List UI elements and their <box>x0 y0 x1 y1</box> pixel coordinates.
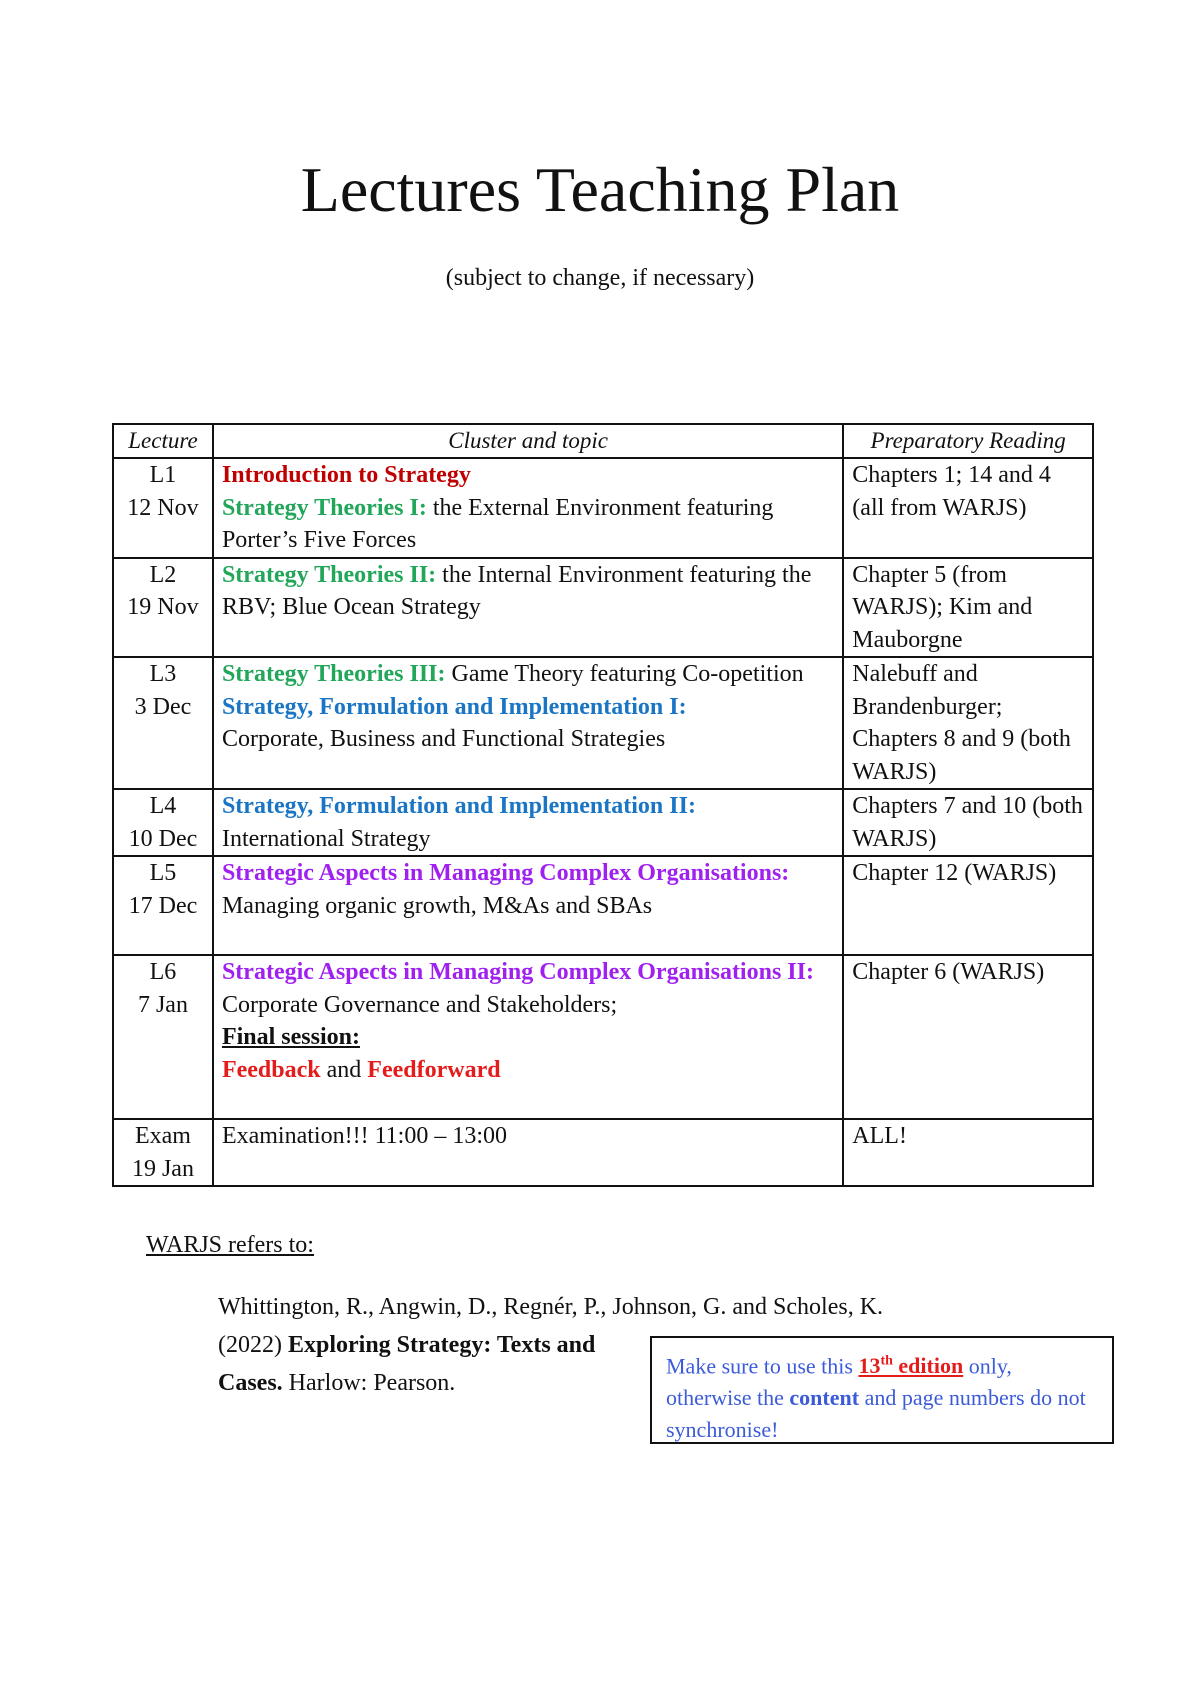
lecture-cell <box>113 856 213 955</box>
theory-text: Game Theory featuring Co-opetition <box>445 661 804 687</box>
topic-cell: Examination!!! 11:00 – 13:00 <box>213 1119 843 1186</box>
lecture-id: L4 <box>149 793 177 819</box>
table-row <box>113 458 1093 558</box>
page-title: Lectures Teaching Plan <box>300 154 900 225</box>
header-preparatory-reading: Preparatory Reading <box>843 424 1093 458</box>
topic-cell <box>213 458 843 558</box>
formulation-label: Strategy, Formulation and Implementation II: <box>221 793 696 819</box>
theory-label: Strategy Theories II: <box>221 561 437 588</box>
lecture-cell <box>113 458 213 558</box>
lecture-cell <box>113 955 213 1119</box>
lecture-id: L6 <box>149 959 177 985</box>
reference-heading: WARJS refers to: <box>146 1232 314 1258</box>
reading-cell: Chapter 6 (WARJS) <box>843 955 1093 1119</box>
note-post: and page numbers do not synchronise! <box>666 1385 1086 1443</box>
reading-cell: Chapter 12 (WARJS) <box>843 856 1093 955</box>
reading-cell: Nalebuff and Brandenburger; Chapters 8 and 9 (both WARJS) <box>843 657 1093 789</box>
table-row <box>113 856 1093 955</box>
topic-cell <box>213 558 843 658</box>
topic-theory <box>222 492 834 557</box>
aspects-text: Corporate Governance and Stakeholders; <box>221 991 618 1018</box>
reference-authors: Whittington, R., Angwin, D., Regnér, P., Johnson, G. and Scholes, K. <box>218 1294 884 1320</box>
aspects-text: Managing organic growth, M&As and SBAs <box>221 892 653 919</box>
table-header-row <box>113 424 1093 458</box>
topic-theory <box>222 658 834 691</box>
edition-word: edition <box>892 1353 964 1379</box>
header-lecture: Lecture <box>113 424 213 458</box>
note-content-word: content <box>789 1385 860 1411</box>
reference-publisher: Harlow: Pearson. <box>282 1370 456 1396</box>
note-edition <box>858 1353 963 1378</box>
table-row <box>113 1119 1093 1186</box>
aspects-label: Strategic Aspects in Managing Complex Organisations II: <box>221 959 814 985</box>
aspects-label: Strategic Aspects in Managing Complex Organisations: <box>221 860 790 886</box>
formulation-text: Corporate, Business and Functional Strategies <box>221 726 666 752</box>
topic-cell <box>213 657 843 789</box>
lecture-id: Exam <box>134 1123 191 1149</box>
note-pre: Make sure to use this <box>666 1353 859 1379</box>
reference-title-line <box>218 1326 638 1402</box>
lecture-id: L1 <box>149 462 177 488</box>
lecture-id: L5 <box>149 860 177 886</box>
topic-aspects <box>222 956 834 1021</box>
topic-intro: Introduction to Strategy <box>221 462 471 488</box>
reading-cell: Chapters 7 and 10 (both WARJS) <box>843 789 1093 856</box>
theory-text: the Internal Environment featuring the RBV; Blue Ocean Strategy <box>221 561 812 620</box>
feedforward-word: Feedforward <box>367 1056 501 1083</box>
edition-suffix: th <box>880 1354 893 1369</box>
theory-label: Strategy Theories I: <box>221 494 427 521</box>
feedback-word: Feedback <box>221 1056 321 1083</box>
formulation-text: International Strategy <box>221 825 431 852</box>
lecture-cell <box>113 558 213 658</box>
note-mid: only, otherwise the <box>666 1353 1012 1411</box>
lecture-date: 10 Dec <box>128 825 198 852</box>
reference-book-title: Exploring Strategy: Texts and Cases. <box>218 1332 596 1396</box>
lecture-date: 3 Dec <box>134 693 192 720</box>
edition-note-box <box>650 1336 1114 1444</box>
reading-cell: ALL! <box>843 1119 1093 1186</box>
topic-cell <box>213 955 843 1119</box>
theory-label: Strategy Theories III: <box>221 661 446 687</box>
table-row <box>113 558 1093 658</box>
lecture-date: 19 Jan <box>131 1155 194 1182</box>
reading-cell: Chapter 5 (from WARJS); Kim and Mauborgne <box>843 558 1093 658</box>
reading-cell: Chapters 1; 14 and 4 (all from WARJS) <box>843 458 1093 558</box>
topic-cell <box>213 789 843 856</box>
lecture-id: L3 <box>149 661 177 687</box>
teaching-plan-table <box>112 423 1094 1187</box>
page-subtitle: (subject to change, if necessary) <box>445 265 755 291</box>
topic-cell <box>213 856 843 955</box>
theory-text: the External Environment featuring Porter’s Five Forces <box>221 494 774 553</box>
lecture-date: 19 Nov <box>127 594 199 620</box>
reference-year: (2022) <box>218 1332 288 1358</box>
table-row <box>113 657 1093 789</box>
lecture-date: 7 Jan <box>137 991 188 1018</box>
table-row <box>113 789 1093 856</box>
lecture-date: 12 Nov <box>127 494 199 521</box>
lecture-cell <box>113 657 213 789</box>
header-cluster-topic: Cluster and topic <box>213 424 843 458</box>
lecture-cell <box>113 789 213 856</box>
topic-theory <box>222 559 834 624</box>
feedback-line <box>222 1054 834 1087</box>
lecture-id: L2 <box>149 561 177 588</box>
table-row <box>113 955 1093 1119</box>
formulation-label: Strategy, Formulation and Implementation I: <box>221 693 687 720</box>
and-word: and <box>320 1056 368 1083</box>
lecture-cell <box>113 1119 213 1186</box>
edition-number: 13 <box>858 1353 881 1379</box>
lecture-date: 17 Dec <box>128 892 198 919</box>
final-session-label: Final session: <box>221 1024 360 1050</box>
